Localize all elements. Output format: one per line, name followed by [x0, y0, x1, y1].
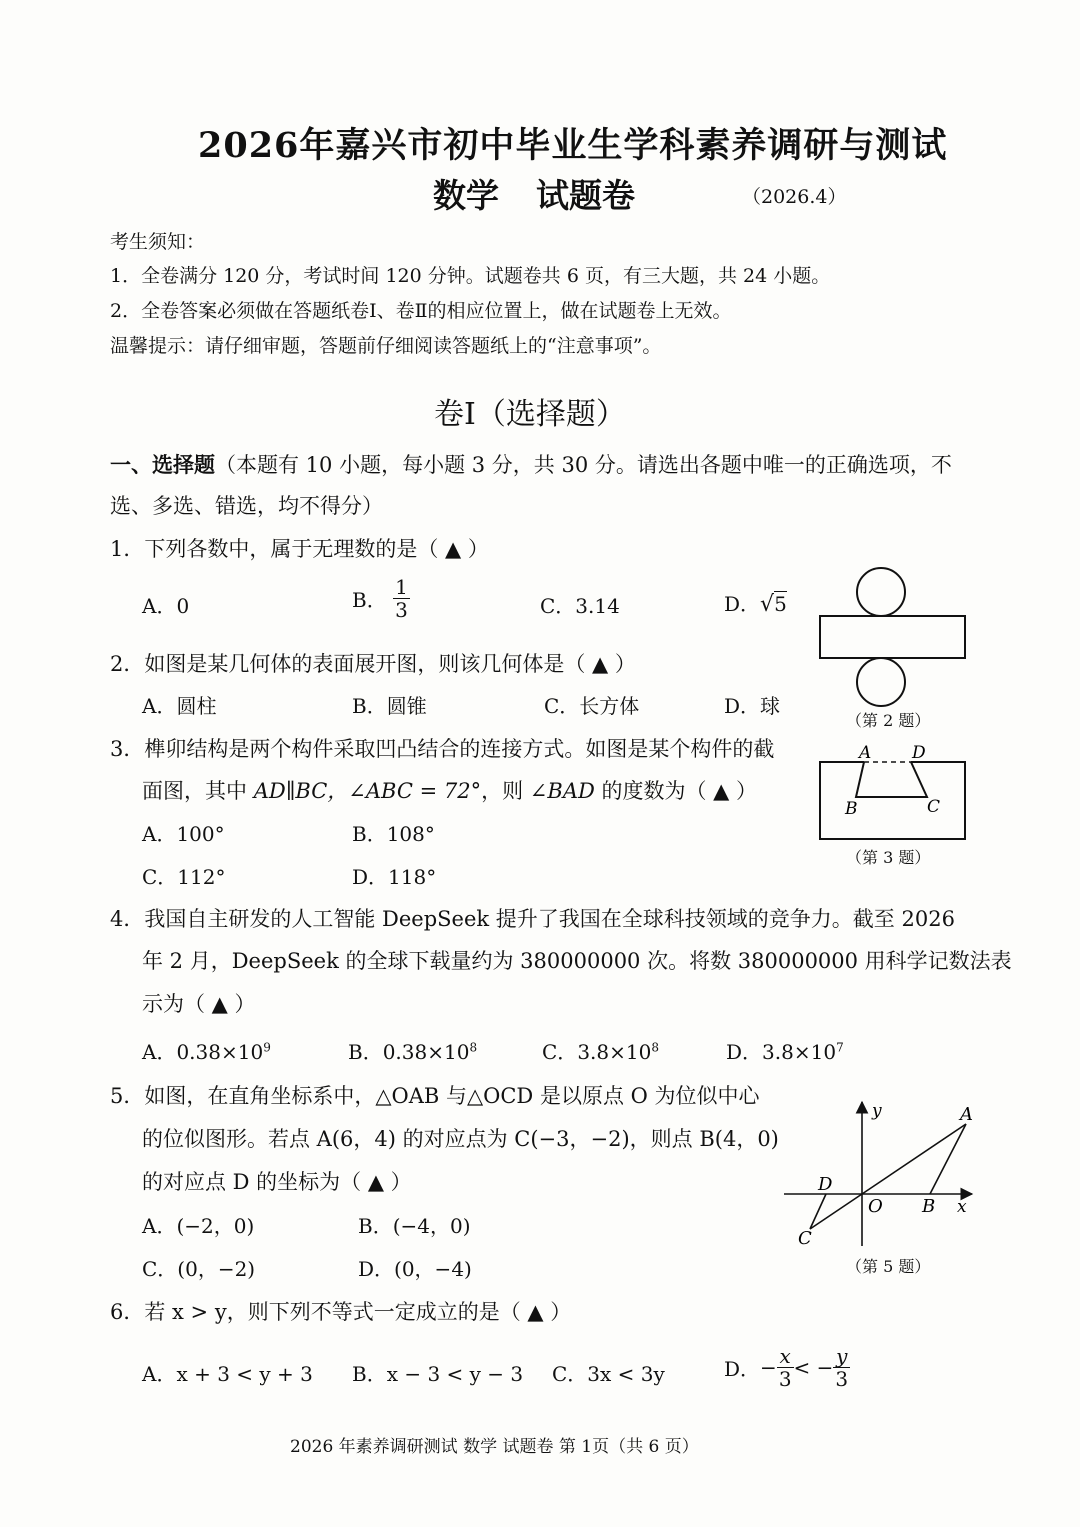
q4-option-d-base: 3.8×10 [762, 1040, 837, 1064]
q5-line-3: 的对应点 D 的坐标为（ ▲ ） [142, 1170, 412, 1194]
q6-option-a: A．x + 3 < y + 3 [142, 1362, 313, 1386]
q6-stem: 6．若 x > y，则下列不等式一定成立的是（ ▲ ） [110, 1300, 572, 1324]
q5-label-x: x [957, 1197, 967, 1217]
q2-option-d: D．球 [724, 694, 781, 718]
q6-option-d-minus: − [760, 1355, 777, 1380]
q1-option-b-label: B． [352, 588, 387, 612]
q1-stem: 1．下列各数中，属于无理数的是（ ▲ ） [110, 537, 489, 561]
q1-fraction-den: 3 [395, 598, 408, 622]
q4-option-d-exp: 7 [836, 1040, 844, 1055]
q4-line-2: 年 2 月，DeepSeek 的全球下载量约为 380000000 次。将数 380000000 用科学记数法表 [142, 949, 1012, 973]
q3-line-2 [142, 775, 757, 805]
q3-line-1: 3．榫卯结构是两个构件采取凹凸结合的连接方式。如图是某个构件的截 [110, 737, 775, 761]
q4-line-3: 示为（ ▲ ） [142, 992, 256, 1016]
q6-fraction-y-den: 3 [835, 1367, 849, 1391]
q4-option-c [542, 1036, 659, 1065]
q5-segment-ab [930, 1124, 966, 1194]
q4-option-b-label: B． [348, 1040, 383, 1064]
q6-fraction-y [833, 1345, 850, 1390]
q4-option-b-base: 0.38×10 [382, 1040, 470, 1064]
q2-option-a: A．圆柱 [142, 694, 217, 718]
q5-option-d: D．(0，−4) [358, 1257, 472, 1281]
q1-option-b [352, 576, 410, 621]
q4-option-a [142, 1036, 271, 1065]
q6-option-d-lt: < − [793, 1355, 834, 1380]
q3-option-d: D．118° [352, 865, 437, 889]
q2-bottom-circle [857, 658, 905, 706]
q5-segment-oa [862, 1124, 966, 1194]
q2-caption: （第 2 题） [846, 711, 931, 730]
notice-tip: 温馨提示：请仔细审题，答题前仔细阅读答题纸上的“注意事项”。 [110, 335, 662, 357]
notice-heading: 考生须知： [110, 231, 206, 253]
q3-option-c: C．112° [142, 865, 226, 889]
q2-top-circle [857, 568, 905, 616]
q1-fraction-num: 1 [395, 575, 408, 599]
q5-label-y: y [872, 1101, 882, 1121]
q3-option-b: B．108° [352, 822, 435, 846]
q6-option-b: B．x − 3 < y − 3 [352, 1362, 524, 1386]
q3-label-d: D [912, 743, 926, 763]
q4-option-d [726, 1036, 844, 1065]
q4-option-a-exp: 9 [263, 1040, 271, 1055]
q3-outer-rect [820, 762, 965, 839]
q6-fraction-x-den: 3 [778, 1367, 792, 1391]
q5-line-1: 5．如图，在直角坐标系中，△OAB 与△OCD 是以原点 O 为位似中心 [110, 1084, 760, 1108]
q6-fraction-x-num: x [777, 1345, 794, 1368]
q6-option-c: C．3x < 3y [552, 1362, 665, 1386]
q3-label-a: A [859, 743, 872, 763]
q2-option-b: B．圆锥 [352, 694, 427, 718]
section-title: 卷Ⅰ（选择题） [434, 397, 626, 432]
q5-label-d: D [818, 1174, 833, 1195]
q2-option-c: C．长方体 [544, 694, 640, 718]
q6-option-d-label: D． [724, 1357, 761, 1381]
q4-option-b-exp: 8 [469, 1040, 478, 1055]
page-footer: 2026 年素养调研测试 数学 试题卷 第 1页（共 6 页） [290, 1437, 699, 1457]
q3-line-2-post: 的度数为（ ▲ ） [594, 779, 758, 803]
q4-option-a-label: A． [142, 1040, 177, 1064]
q3-trapezoid [856, 762, 927, 797]
q4-line-1: 4．我国自主研发的人工智能 DeepSeek 提升了我国在全球科技领域的竞争力。截至 2026 [110, 907, 955, 931]
sqrt-icon: √ [760, 592, 775, 617]
q4-option-c-base: 3.8×10 [577, 1040, 652, 1064]
q4-option-c-exp: 8 [651, 1040, 659, 1055]
q5-option-b: B．(−4，0) [358, 1214, 471, 1238]
q4-option-b [348, 1036, 477, 1065]
q3-line-2-mid: ，则 [481, 779, 530, 803]
q3-caption: （第 3 题） [846, 848, 931, 867]
q2-figure [812, 562, 972, 712]
q5-label-o: O [868, 1196, 883, 1217]
q4-option-d-label: D． [726, 1040, 763, 1064]
q2-stem: 2．如图是某几何体的表面展开图，则该几何体是（ ▲ ） [110, 652, 636, 676]
notice-item-1: 1．全卷满分 120 分，考试时间 120 分钟。试题卷共 6 页，有三大题，共 24 小题。 [110, 265, 831, 287]
q6-fraction-x [777, 1345, 794, 1390]
q2-rectangle [820, 616, 965, 658]
part-label: 一、选择题 [110, 452, 215, 477]
q6-option-d [724, 1345, 850, 1390]
q1-option-d-label: D． [724, 592, 761, 616]
q1-option-a: A．0 [142, 594, 190, 618]
q5-line-2: 的位似图形。若点 A(6，4) 的对应点为 C(−3，−2)，则点 B(4，0) [142, 1127, 779, 1151]
q3-line-2-pre: 面图，其中 [142, 779, 254, 803]
q1-option-d [724, 588, 787, 617]
q6-fraction-y-num: y [833, 1345, 850, 1368]
exam-title: 2026年嘉兴市初中毕业生学科素养调研与测试 [198, 125, 948, 166]
q5-figure [780, 1098, 980, 1248]
q3-label-c: C [927, 797, 941, 817]
part-heading [110, 449, 952, 479]
exam-date: （2026.4） [742, 186, 847, 208]
part-desc-1: （本题有 10 小题，每小题 3 分，共 30 分。请选出各题中唯一的正确选项，不 [215, 453, 952, 477]
q3-line-2-math2: ∠BAD [529, 779, 595, 803]
q1-fraction [393, 576, 410, 621]
q5-caption: （第 5 题） [846, 1257, 931, 1276]
notice-item-2: 2．全卷答案必须做在答题纸卷Ⅰ、卷Ⅱ的相应位置上，做在试题卷上无效。 [110, 300, 732, 322]
q5-label-b: B [922, 1196, 936, 1217]
q5-label-c: C [798, 1228, 812, 1248]
q4-option-a-base: 0.38×10 [176, 1040, 264, 1064]
paper-label: 试题卷 [536, 176, 635, 215]
q5-option-c: C．(0，−2) [142, 1257, 256, 1281]
subject-label: 数学 [433, 176, 499, 215]
q1-radicand: 5 [774, 592, 787, 616]
q5-label-a: A [960, 1104, 973, 1125]
q5-option-a: A．(−2，0) [142, 1214, 255, 1238]
q3-option-a: A．100° [142, 822, 225, 846]
q3-label-b: B [845, 799, 858, 819]
part-desc-2: 选、多选、错选，均不得分） [110, 494, 383, 518]
q3-line-2-math: AD∥BC，∠ABC = 72° [253, 779, 482, 803]
q3-figure [812, 742, 972, 842]
q4-option-c-label: C． [542, 1040, 578, 1064]
q1-option-c: C．3.14 [540, 594, 620, 618]
